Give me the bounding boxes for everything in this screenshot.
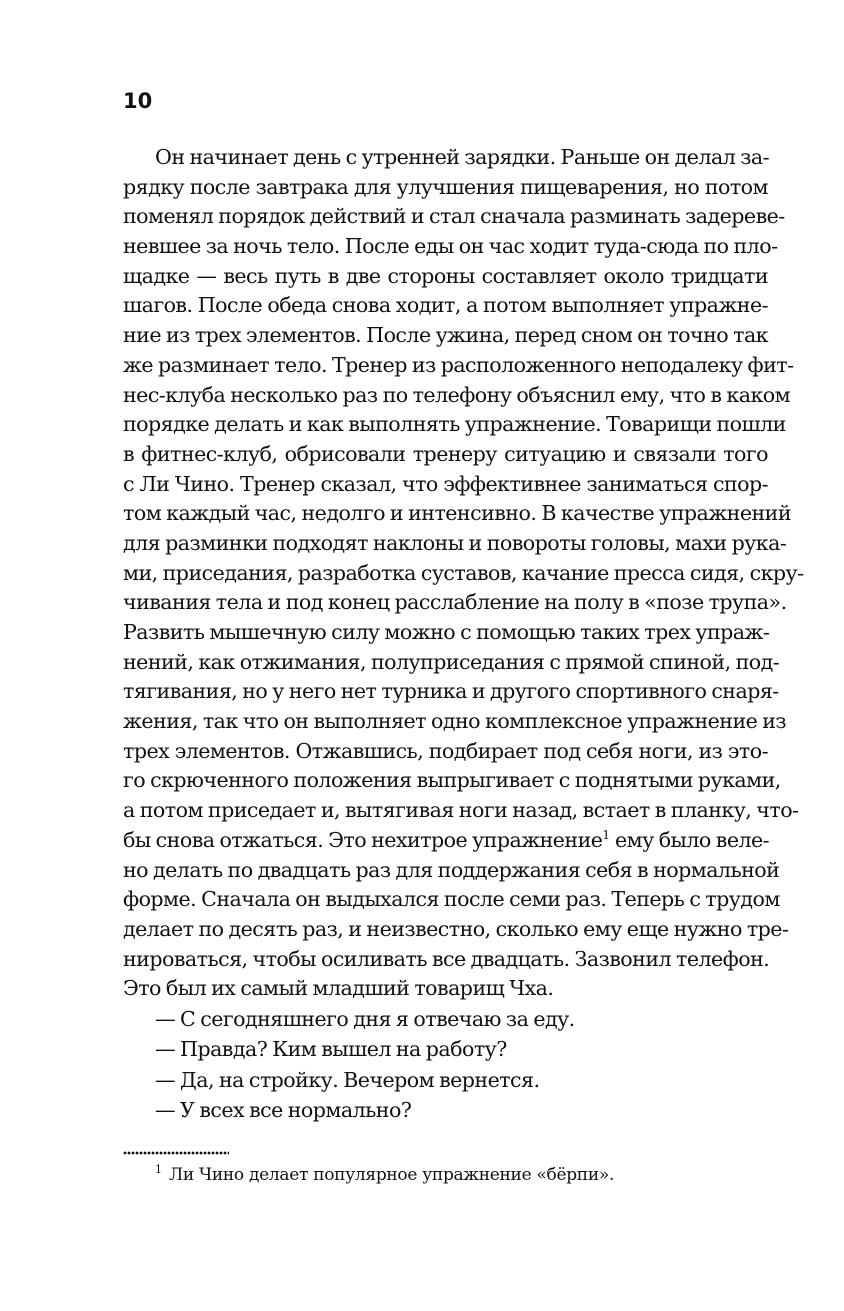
text-line: Он начинает день с утренней зарядки. Раньше он делал за-: [155, 145, 770, 169]
text-line: делает по десять раз, и неизвестно, сколько ему еще нужно тре-: [123, 916, 789, 941]
text-line: для разминки подходят наклоны и повороты головы, махи рука-: [123, 530, 787, 555]
text-line: с Ли Чино. Тренер сказал, что эффективнее заниматься спор-: [123, 471, 768, 496]
text-line: же разминает тело. Тренер из расположенного неподалеку фит-: [123, 352, 794, 377]
dialog-line: — Да, на стройку. Вечером вернется.: [155, 1067, 540, 1092]
text-line: Развить мышечную силу можно с помощью таких трех упраж-: [123, 620, 770, 644]
footnote-reference: 1: [602, 827, 611, 842]
text-line: в фитнес-клуб, обрисовали тренеру ситуацию и связали того: [123, 441, 768, 466]
text-line: поменял порядок действий и стал сначала разминать задереве-: [123, 204, 785, 229]
text-line: го скрюченного положения выпрыгивает с поднятыми руками,: [123, 768, 781, 793]
text-line: невшее за ночь тело. После еды он час ходит туда-сюда по пло-: [123, 234, 778, 259]
text-line: том каждый час, недолго и интенсивно. В качестве упражнений: [123, 501, 791, 526]
text-line: шагов. После обеда снова ходит, а потом выполняет упражне-: [123, 293, 768, 318]
text-line: нес-клуба несколько раз по телефону объяснил ему, что в каком: [123, 382, 791, 407]
text-line: нений, как отжимания, полуприседания с прямой спиной, под-: [123, 649, 780, 674]
text-line: Это был их самый младший товарищ Чха.: [123, 976, 554, 1001]
footnote-text: Ли Чино делает популярное упражнение «бёрпи».: [169, 1165, 615, 1185]
footnote-marker: 1: [155, 1163, 162, 1176]
footnote: [155, 1163, 614, 1187]
text-line: трех элементов. Отжавшись, подбирает под себя ноги, из это-: [123, 738, 768, 763]
text-line: чивания тела и под конец расслабление на полу в «позе трупа».: [123, 590, 787, 615]
dialog-line: — Правда? Ким вышел на работу?: [155, 1037, 507, 1062]
text-line: порядке делать и как выполнять упражнение. Товарищи пошли: [123, 412, 786, 437]
text-line: жения, так что он выполняет одно комплексное упражнение из: [123, 709, 787, 734]
text-line: нироваться, чтобы осиливать все двадцать. Зазвонил телефон.: [123, 946, 770, 971]
footnote-divider: [123, 1151, 229, 1155]
text-line: ние из трех элементов. После ужина, перед сном он точно так: [123, 323, 768, 348]
text-line: щадке — весь путь в две стороны составляет около тридцати: [123, 263, 768, 288]
dialog-line: — У всех все нормально?: [155, 1097, 412, 1122]
text-fragment: бы снова отжаться. Это нехитрое упражнение: [123, 827, 603, 852]
text-line: а потом приседает и, вытягивая ноги назад, встает в планку, что-: [123, 798, 799, 823]
dialog-line: — С сегодняшнего дня я отвечаю за еду.: [155, 1006, 575, 1031]
body-text: [123, 143, 804, 1125]
text-line: тягивания, но у него нет турника и другого спортивного снаря-: [123, 679, 779, 704]
text-line: но делать по двадцать раз для поддержания себя в нормальной: [123, 857, 780, 882]
text-line-with-footnote: [123, 826, 768, 856]
text-line: форме. Сначала он выдыхался после семи раз. Теперь с трудом: [123, 887, 780, 912]
page-number: 10: [123, 89, 153, 113]
text-fragment: ему было веле-: [610, 827, 770, 852]
text-line: рядку после завтрака для улучшения пищеварения, но потом: [123, 174, 768, 199]
text-line: ми, приседания, разработка суставов, качание пресса сидя, скру-: [123, 560, 804, 585]
